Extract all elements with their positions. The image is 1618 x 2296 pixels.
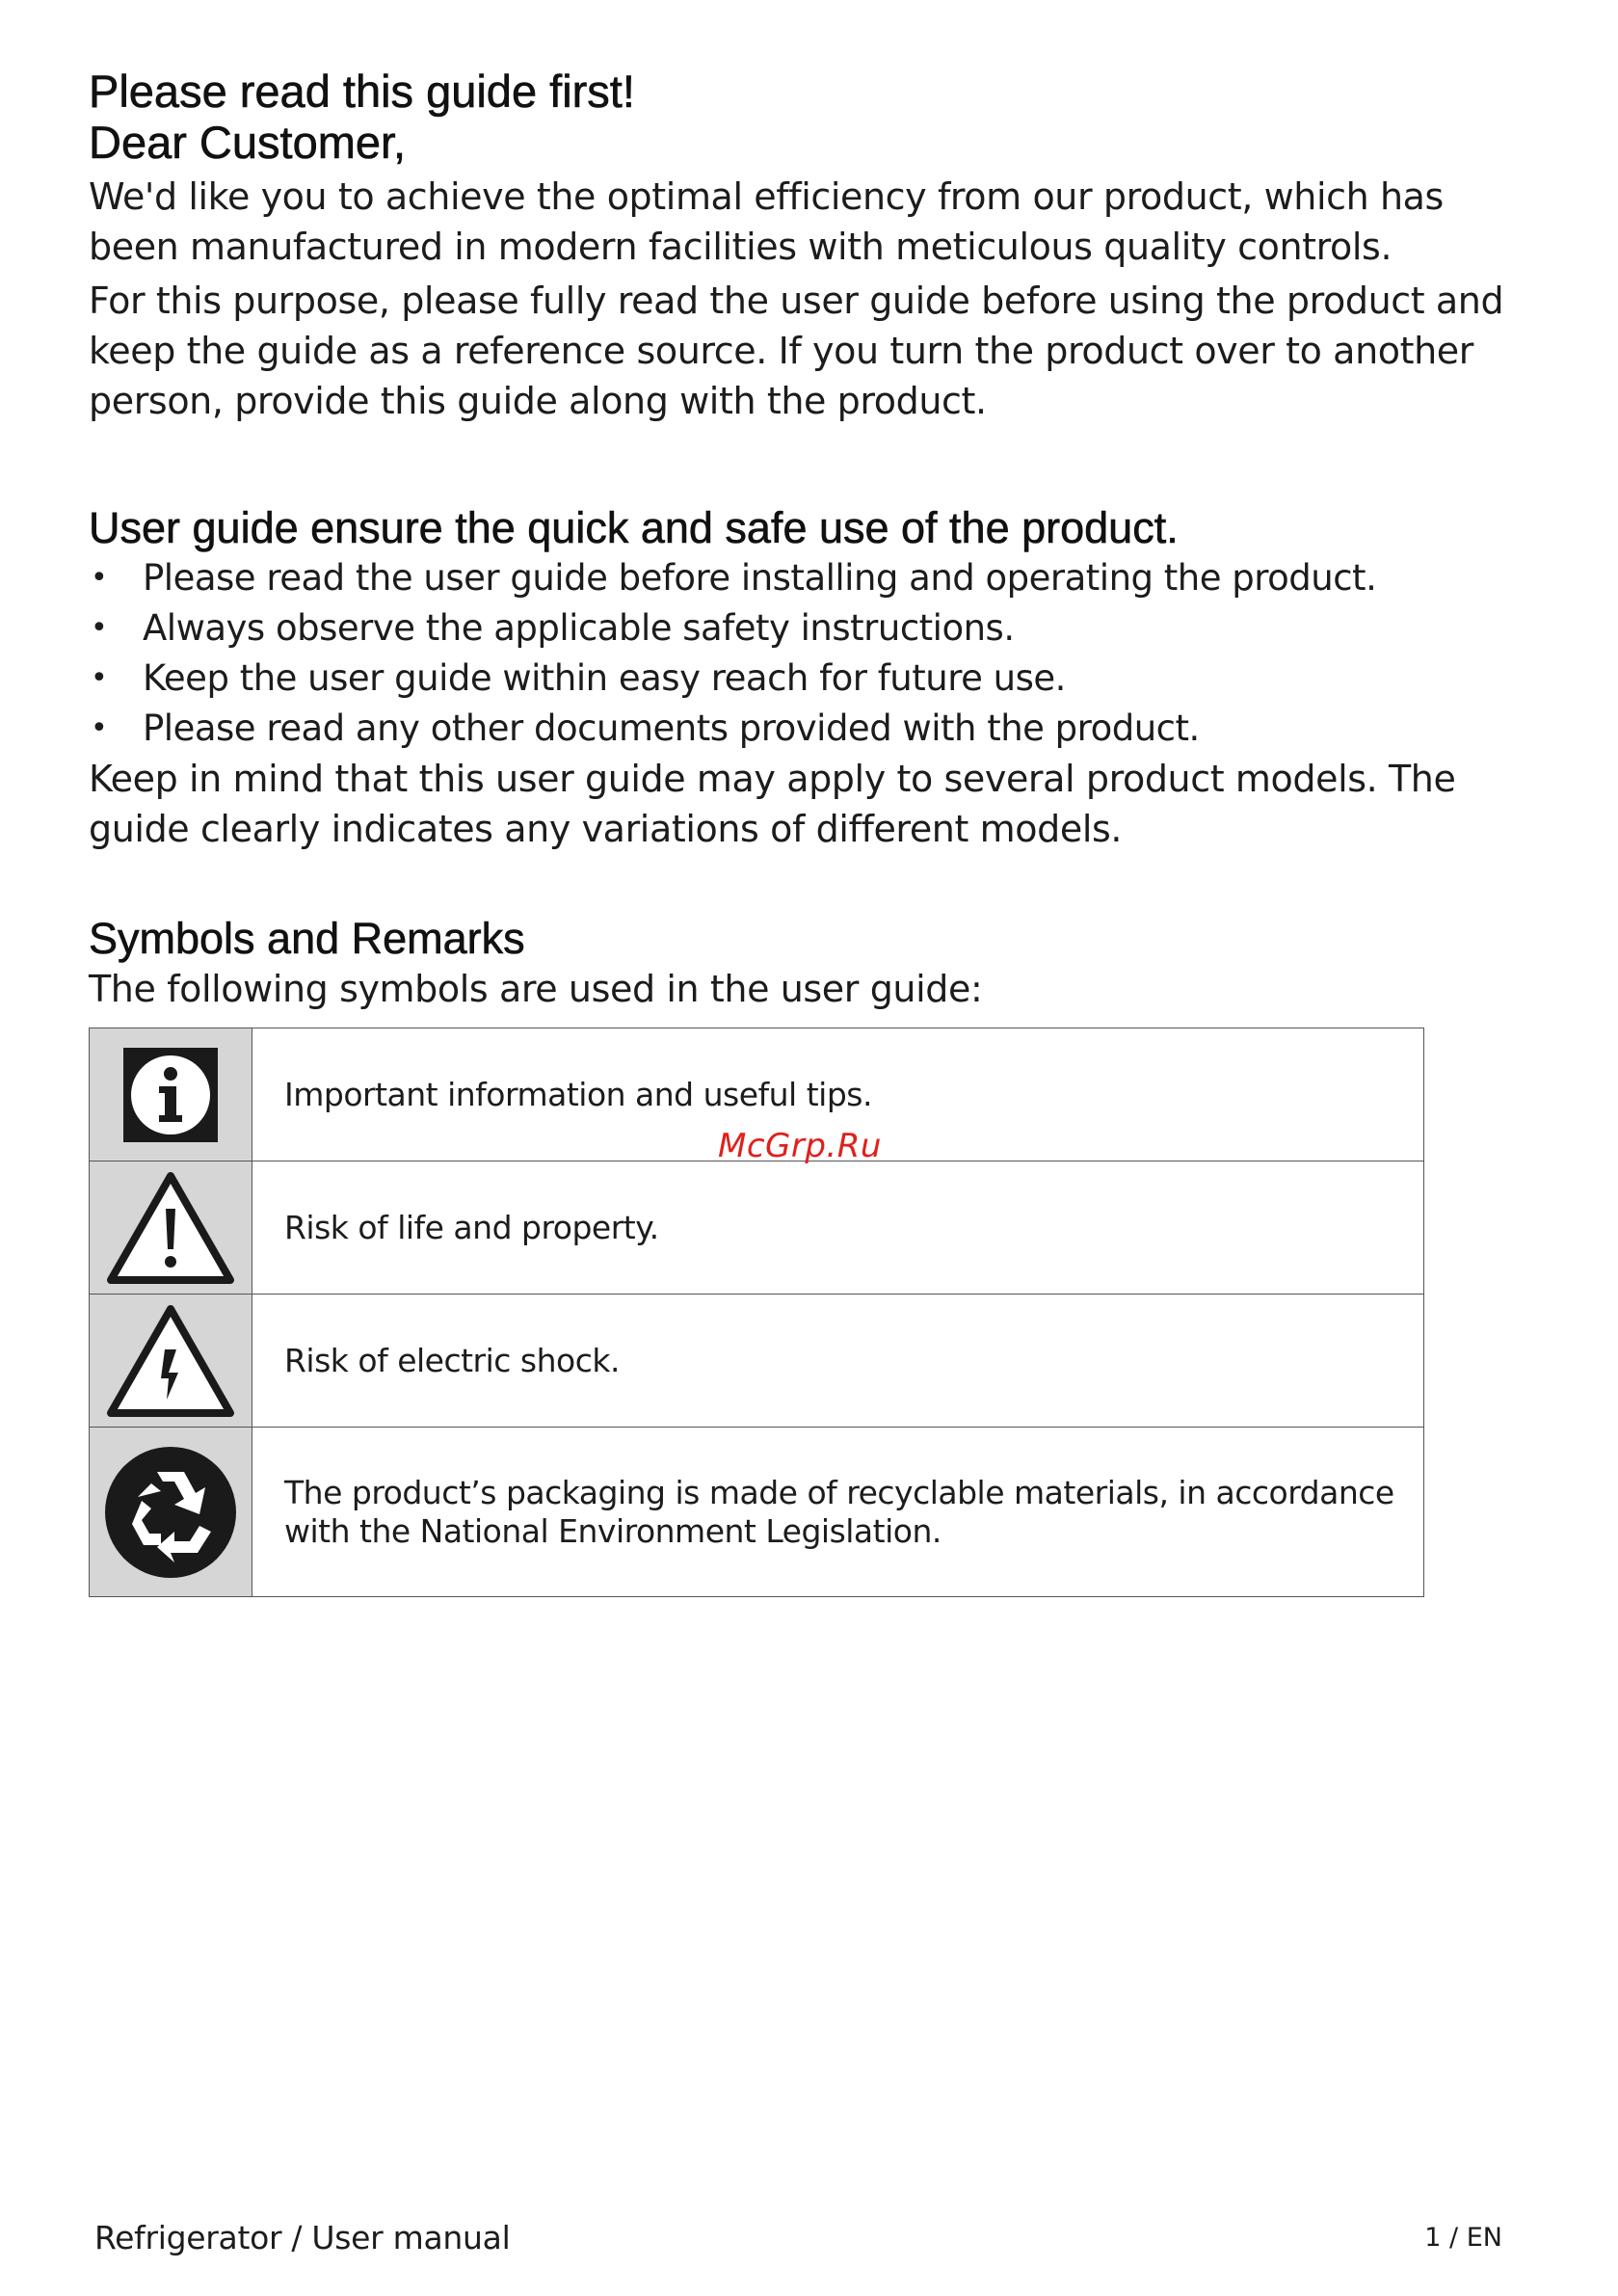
footer-document-title: Refrigerator / User manual xyxy=(94,2219,511,2256)
footer-page-number: 1 / EN xyxy=(1424,2223,1502,2253)
symbols-table xyxy=(89,1028,1424,1597)
user-guide-heading: User guide ensure the quick and safe use of the product. xyxy=(89,503,1179,552)
symbols-heading: Symbols and Remarks xyxy=(89,914,525,963)
title-line-1: Please read this guide first! xyxy=(89,66,635,117)
warning-icon xyxy=(90,1170,252,1286)
table-row xyxy=(90,1161,1424,1295)
symbol-description: Important information and useful tips. xyxy=(252,1028,1424,1161)
bullet-icon: • xyxy=(91,561,108,595)
bullet-icon: • xyxy=(91,661,108,695)
info-icon xyxy=(90,1048,252,1142)
watermark: McGrp.Ru xyxy=(718,1127,882,1165)
symbol-description: The product’s packaging is made of recyclable materials, in accordance with the National Environment Legislation. xyxy=(252,1428,1424,1597)
user-guide-bullets xyxy=(89,553,1534,754)
page-content xyxy=(89,66,1534,1597)
intro-paragraph-1: We'd like you to achieve the optimal efficiency from our product, which has been manufactured in modern facilities with meticulous quality controls. xyxy=(89,175,1444,268)
symbols-intro: The following symbols are used in the user guide: xyxy=(89,968,983,1010)
list-item: • Please read the user guide before installing and operating the product. xyxy=(89,553,1534,603)
symbol-description: Risk of life and property. xyxy=(252,1161,1424,1295)
title-line-2: Dear Customer, xyxy=(89,117,407,168)
list-item: • Keep the user guide within easy reach for future use. xyxy=(89,654,1534,704)
page-title xyxy=(89,66,1534,168)
list-item: • Please read any other documents provided with the product. xyxy=(89,704,1534,754)
recycle-icon xyxy=(90,1445,252,1580)
symbol-description: Risk of electric shock. xyxy=(252,1295,1424,1428)
bullet-icon: • xyxy=(91,611,108,645)
list-item: • Always observe the applicable safety instructions. xyxy=(89,603,1534,654)
intro-paragraph-2: For this purpose, please fully read the user guide before using the product and keep the guide as a reference source. If you turn the product over to another person, provide this guide along with the product. xyxy=(89,280,1504,422)
models-note: Keep in mind that this user guide may apply to several product models. The guide clearly indicates any variations of different models. xyxy=(89,758,1456,850)
bullet-icon: • xyxy=(91,711,108,745)
table-row xyxy=(90,1295,1424,1428)
electric-shock-icon xyxy=(90,1303,252,1419)
table-row xyxy=(90,1428,1424,1597)
